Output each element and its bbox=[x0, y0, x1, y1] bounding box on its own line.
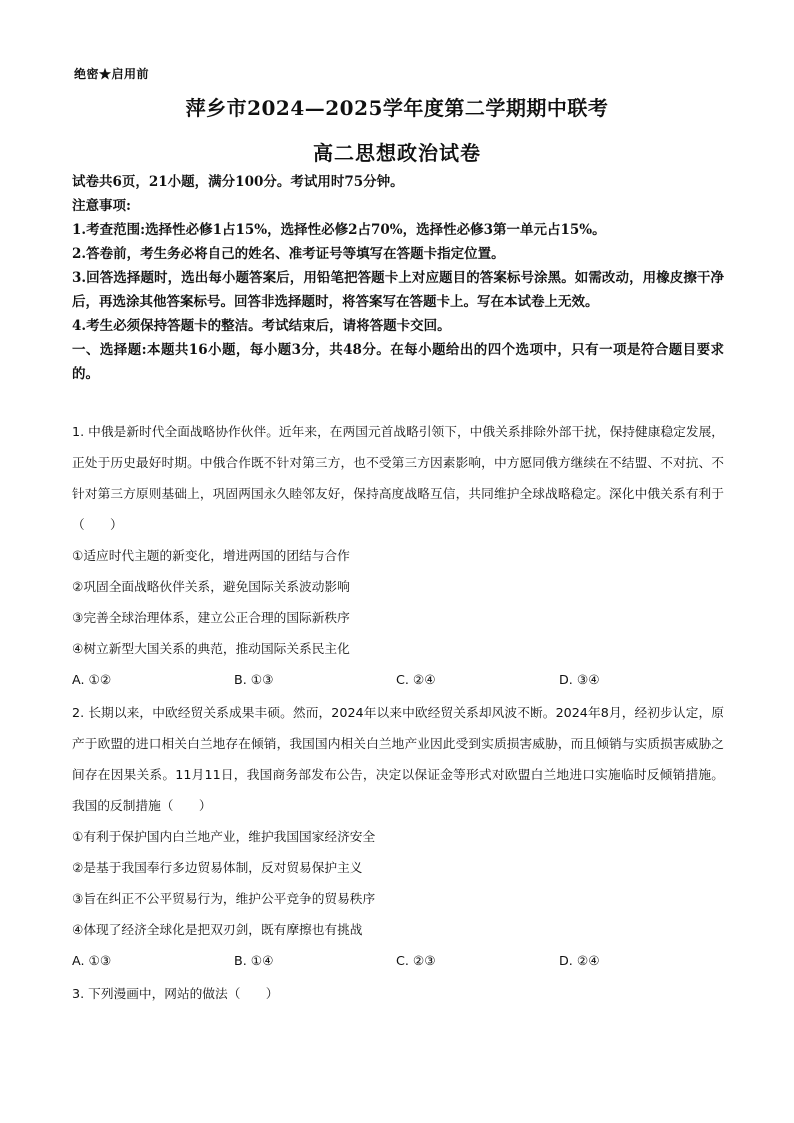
question-2 bbox=[72, 697, 724, 976]
question-2-statement-2: ②是基于我国奉行多边贸易体制，反对贸易保护主义 bbox=[72, 860, 363, 875]
question-2-option-b: B. ①④ bbox=[234, 953, 274, 968]
question-1-options bbox=[72, 664, 724, 695]
question-2-option-a: A. ①③ bbox=[72, 953, 112, 968]
question-2-statement-4: ④体现了经济全球化是把双刃剑，既有摩擦也有挑战 bbox=[72, 922, 363, 937]
instructions-block bbox=[72, 170, 724, 386]
question-1-option-a: A. ①② bbox=[72, 672, 112, 687]
question-1-option-d: D. ③④ bbox=[559, 672, 600, 687]
question-2-option-d: D. ②④ bbox=[559, 953, 600, 968]
question-2-options bbox=[72, 945, 724, 976]
confidential-label: 绝密★启用前 bbox=[74, 67, 150, 81]
notice-item-3: 3.回答选择题时，选出每小题答案后，用铅笔把答题卡上对应题目的答案标号涂黑。如需改动，用橡皮擦干净后，再选涂其他答案标号。回答非选择题时，将答案写在答题卡上。写在本试卷上无效。 bbox=[72, 270, 724, 310]
exam-title: 萍乡市2024—2025学年度第二学期期中联考 bbox=[185, 96, 609, 120]
question-1-option-c: C. ②④ bbox=[396, 672, 436, 687]
exam-subtitle: 高二思想政治试卷 bbox=[313, 141, 481, 165]
question-1-statement-1: ①适应时代主题的新变化，增进两国的团结与合作 bbox=[72, 548, 350, 563]
notice-item-2: 2.答卷前，考生务必将自己的姓名、准考证号等填写在答题卡指定位置。 bbox=[72, 246, 505, 262]
question-1-stem: 1. 中俄是新时代全面战略协作伙伴。近年来，在两国元首战略引领下，中俄关系排除外部干扰，保持健康稳定发展，正处于历史最好时期。中俄合作既不针对第三方，也不受第三方因素影响，中方愿同俄方继续在不结盟、不对抗、不针对第三方原则基础上，巩固两国永久睦邻友好，保持高度战略互信，共同维护全球战略稳定。深化中俄关系有利于（ ） bbox=[72, 424, 724, 532]
notice-heading: 注意事项: bbox=[72, 198, 131, 214]
section-title: 一、选择题:本题共16小题，每小题3分，共48分。在每小题给出的四个选项中，只有一项是符合题目要求的。 bbox=[72, 342, 724, 382]
question-2-stem: 2. 长期以来，中欧经贸关系成果丰硕。然而，2024年以来中欧经贸关系却风波不断。2024年8月，经初步认定，原产于欧盟的进口相关白兰地存在倾销，我国国内相关白兰地产业因此受到实质损害威胁，而且倾销与实质损害威胁之间存在因果关系。11月11日，我国商务部发布公告，决定以保证金等形式对欧盟白兰地进口实施临时反倾销措施。我国的反制措施（ ） bbox=[72, 705, 724, 813]
question-1-statement-3: ③完善全球治理体系，建立公正合理的国际新秩序 bbox=[72, 610, 350, 625]
question-1-statement-2: ②巩固全面战略伙伴关系，避免国际关系波动影响 bbox=[72, 579, 350, 594]
notice-item-4: 4.考生必须保持答题卡的整洁。考试结束后，请将答题卡交回。 bbox=[72, 318, 451, 334]
question-2-option-c: C. ②③ bbox=[396, 953, 436, 968]
question-3 bbox=[72, 978, 724, 1009]
question-2-statement-3: ③旨在纠正不公平贸易行为，维护公平竞争的贸易秩序 bbox=[72, 891, 376, 906]
question-2-statement-1: ①有利于保护国内白兰地产业，维护我国国家经济安全 bbox=[72, 829, 376, 844]
question-1 bbox=[72, 416, 724, 695]
question-3-stem: 3. 下列漫画中，网站的做法（ ） bbox=[72, 986, 279, 1001]
notice-item-1: 1.考查范围:选择性必修1占15%，选择性必修2占70%，选择性必修3第一单元占15%。 bbox=[72, 222, 606, 238]
exam-overview: 试卷共6页，21小题，满分100分。考试用时75分钟。 bbox=[72, 174, 404, 190]
question-1-statement-4: ④树立新型大国关系的典范，推动国际关系民主化 bbox=[72, 641, 350, 656]
question-1-option-b: B. ①③ bbox=[234, 672, 274, 687]
